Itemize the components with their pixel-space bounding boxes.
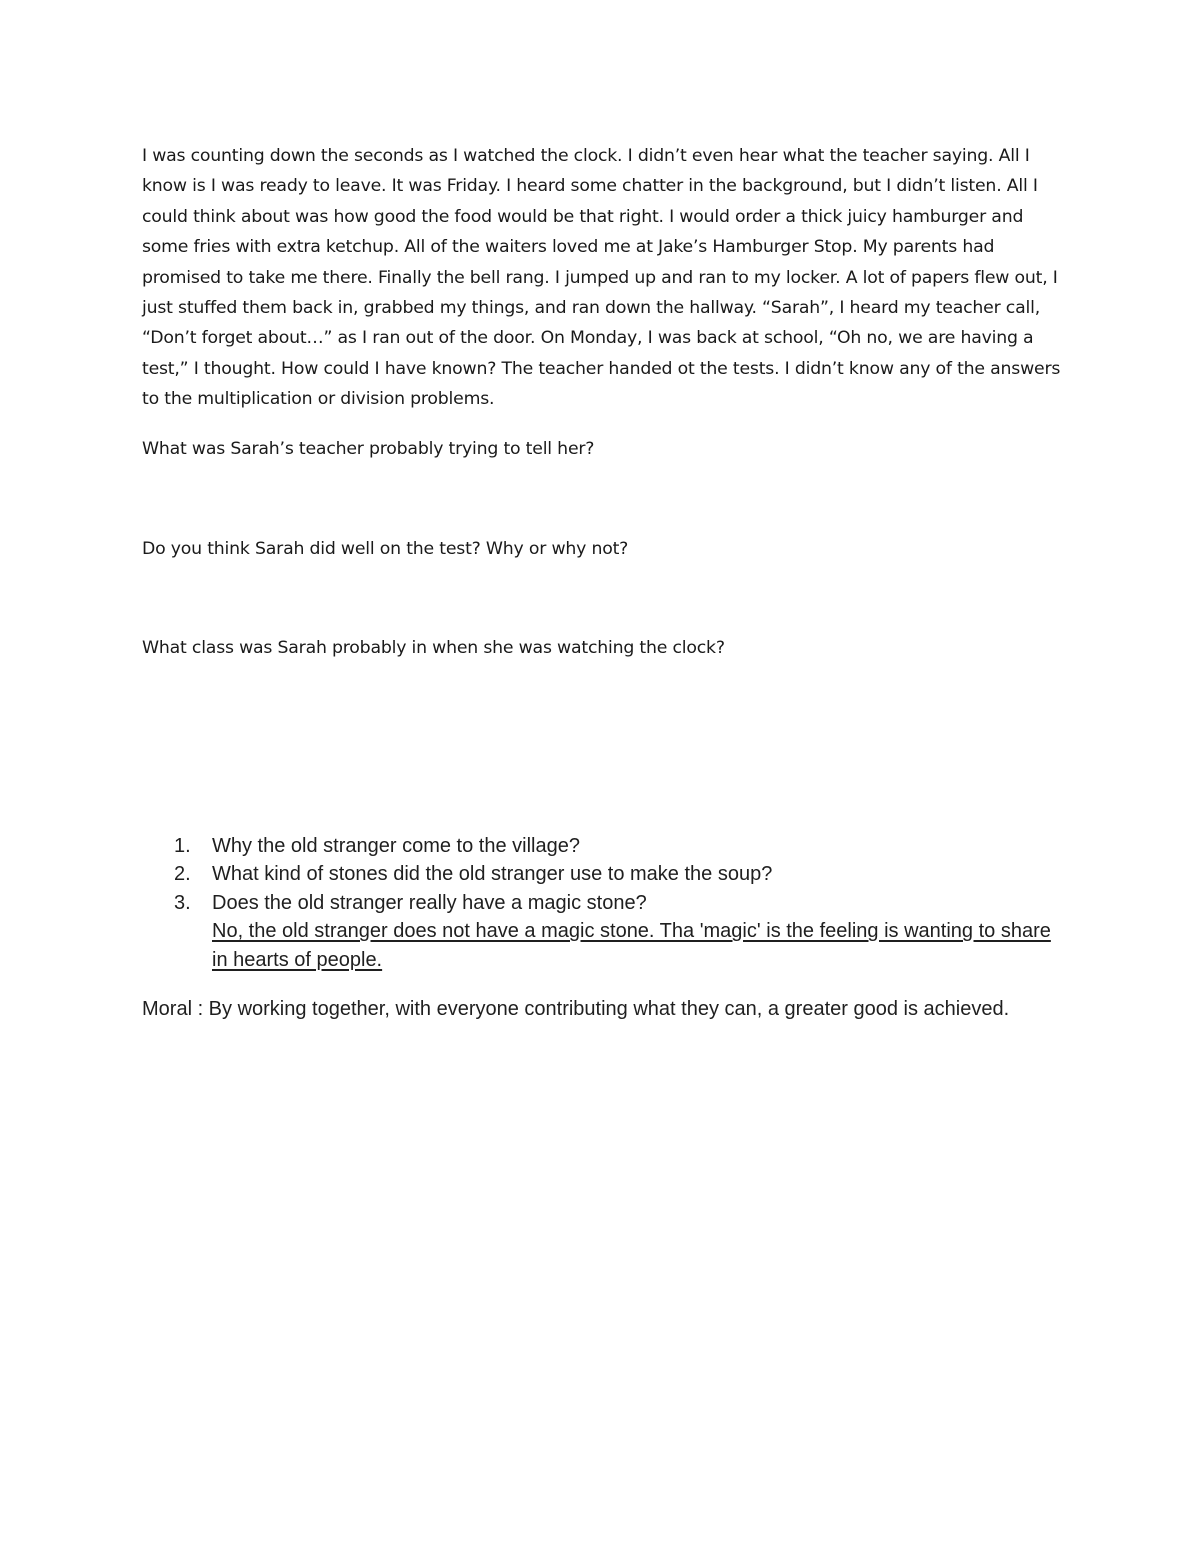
list-item-text: Why the old stranger come to the village? [212, 835, 580, 857]
question-class: What class was Sarah probably in when she was watching the clock? [142, 638, 725, 658]
moral-paragraph: Moral : By working together, with everyone contributing what they can, a greater good is achieved. [142, 998, 1010, 1020]
list-item-number: 3. [174, 891, 191, 914]
list-item [170, 860, 1070, 888]
list-item [170, 832, 1070, 860]
list-item-number: 2. [174, 863, 191, 886]
list-item-text: What kind of stones did the old stranger use to make the soup? [212, 863, 773, 886]
list-item-text: Does the old stranger really have a magic stone? [212, 891, 647, 914]
question-teacher-message: What was Sarah’s teacher probably trying to tell her? [142, 439, 595, 459]
story-paragraph: I was counting down the seconds as I watched the clock. I didn’t even hear what the teacher saying. All I know is I was ready to leave. It was Friday. I heard some chatter in the background, but I didn’t listen. All I could think about was how good the food would be that right. I would order a thick juicy hamburger and some fries with extra ketchup. All of the waiters loved me at Jake’s Hamburger Stop. My parents had promised to take me there. Finally the bell rang. I jumped up and ran to my locker. A lot of papers flew out, I just stuffed them back in, grabbed my things, and ran down the hallway. “Sarah”, I heard my teacher call, “Don’t forget about…” as I ran out of the door. On Monday, I was back at school, “Oh no, we are having a test,” I thought. How could I have known? The teacher handed ot the tests. I didn’t know any of the answers to the multiplication or division problems. [142, 146, 1061, 410]
list-item-number: 1. [174, 835, 191, 857]
numbered-question-list [170, 832, 1070, 974]
list-item [170, 889, 1070, 974]
question-test-result: Do you think Sarah did well on the test? Why or why not? [142, 539, 629, 559]
answer-text: No, the old stranger does not have a magic stone. Tha 'magic' is the feeling is wanting to share in hearts of people. [212, 920, 1051, 971]
